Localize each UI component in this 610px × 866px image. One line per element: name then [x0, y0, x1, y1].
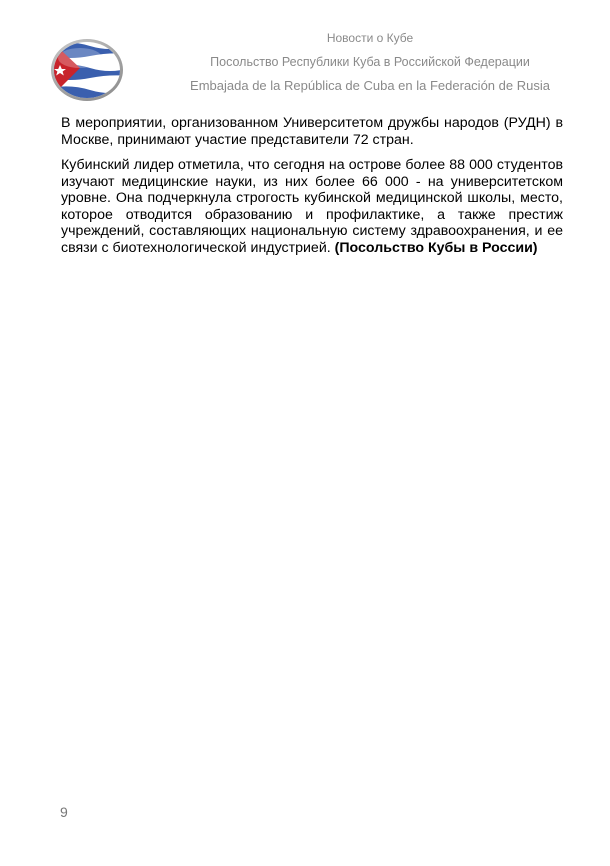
header-embassy-es: Embajada de la República de Cuba en la Federación de Rusia	[190, 78, 550, 93]
article-body	[61, 115, 563, 265]
paragraph-1: В мероприятии, организованном Университетом дружбы народов (РУДН) в Москве, принимают участие представители 72 стран.	[61, 115, 563, 148]
header-title: Новости о Кубе	[326, 31, 414, 45]
page-number: 9	[60, 804, 68, 820]
paragraph-2-text: Кубинский лидер отметила, что сегодня на острове более 88 000 студентов изучают медицинские науки, из них более 66 000 - на университетском уровне. Она подчеркнула строгость кубинской медицинской школы, место, которое отводится образованию и профилактике, а также престиж учреждений, составляющих национальную систему здравоохранения, и ее связи с биотехнологической индустрией.	[61, 157, 563, 256]
paragraph-2	[61, 157, 563, 256]
header-embassy-ru: Посольство Республики Куба в Российской Федерации	[210, 55, 530, 69]
cuban-flag-emblem-icon	[50, 38, 124, 102]
source-attribution: (Посольство Кубы в России)	[334, 239, 538, 256]
page-header	[0, 0, 610, 105]
